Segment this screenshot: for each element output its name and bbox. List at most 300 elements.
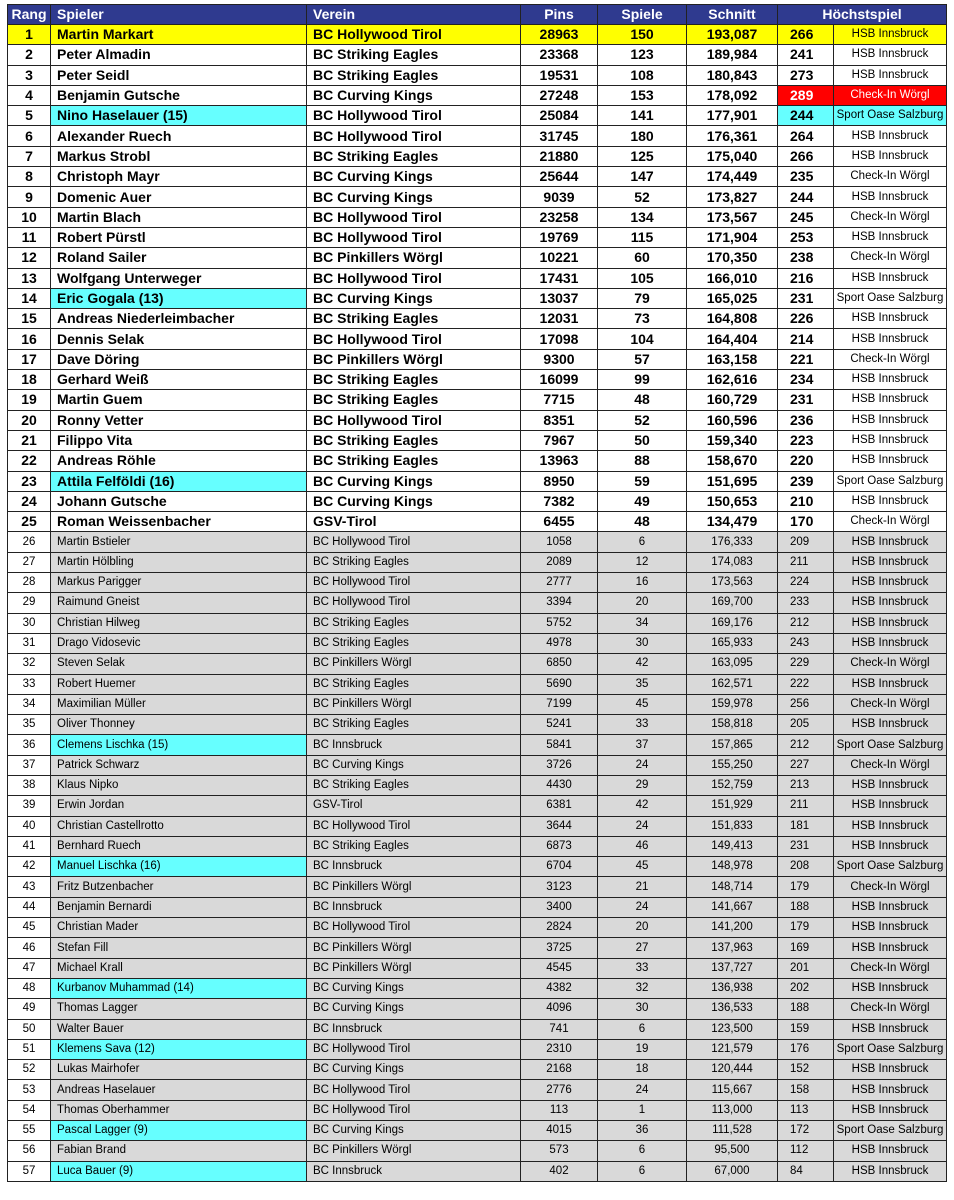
rank-cell: 36 [8, 735, 51, 755]
games-cell: 45 [598, 694, 687, 714]
table-row [8, 1141, 947, 1161]
player-name-cell: Martin Hölbling [51, 552, 307, 572]
games-cell: 46 [598, 836, 687, 856]
average-cell: 149,413 [687, 836, 778, 856]
average-cell: 148,714 [687, 877, 778, 897]
high-score-cell: 158 [778, 1080, 834, 1100]
player-name-cell: Patrick Schwarz [51, 755, 307, 775]
player-name-cell: Dennis Selak [51, 329, 307, 349]
high-score-cell: 235 [778, 167, 834, 187]
games-cell: 115 [598, 227, 687, 247]
player-name-cell: Roman Weissenbacher [51, 512, 307, 532]
games-cell: 6 [598, 1141, 687, 1161]
header-schnitt: Schnitt [687, 5, 778, 25]
venue-cell: Check-In Wörgl [834, 512, 947, 532]
average-cell: 178,092 [687, 85, 778, 105]
rank-cell: 51 [8, 1039, 51, 1059]
rank-cell: 33 [8, 674, 51, 694]
rank-cell: 46 [8, 938, 51, 958]
average-cell: 137,727 [687, 958, 778, 978]
venue-cell: HSB Innsbruck [834, 410, 947, 430]
high-score-cell: 264 [778, 126, 834, 146]
player-name-cell: Klemens Sava (12) [51, 1039, 307, 1059]
venue-cell: Check-In Wörgl [834, 248, 947, 268]
player-name-cell: Nino Haselauer (15) [51, 106, 307, 126]
high-score-cell: 211 [778, 552, 834, 572]
table-row [8, 938, 947, 958]
table-row [8, 897, 947, 917]
pins-cell: 17431 [521, 268, 598, 288]
venue-cell: Sport Oase Salzburg [834, 288, 947, 308]
player-name-cell: Christian Mader [51, 918, 307, 938]
games-cell: 141 [598, 106, 687, 126]
games-cell: 29 [598, 775, 687, 795]
pins-cell: 4430 [521, 775, 598, 795]
table-row [8, 532, 947, 552]
high-score-cell: 172 [778, 1121, 834, 1141]
high-score-cell: 239 [778, 471, 834, 491]
player-name-cell: Clemens Lischka (15) [51, 735, 307, 755]
average-cell: 123,500 [687, 1019, 778, 1039]
games-cell: 42 [598, 796, 687, 816]
venue-cell: HSB Innsbruck [834, 227, 947, 247]
table-row [8, 1161, 947, 1181]
high-score-cell: 181 [778, 816, 834, 836]
table-row [8, 836, 947, 856]
table-row [8, 45, 947, 65]
pins-cell: 7715 [521, 390, 598, 410]
header-verein: Verein [307, 5, 521, 25]
player-name-cell: Erwin Jordan [51, 796, 307, 816]
average-cell: 163,158 [687, 349, 778, 369]
club-cell: BC Striking Eagles [307, 674, 521, 694]
header-hoechstspiel: Höchstspiel [778, 5, 947, 25]
table-row [8, 85, 947, 105]
venue-cell: HSB Innsbruck [834, 715, 947, 735]
venue-cell: Sport Oase Salzburg [834, 471, 947, 491]
pins-cell: 25644 [521, 167, 598, 187]
venue-cell: HSB Innsbruck [834, 978, 947, 998]
games-cell: 32 [598, 978, 687, 998]
pins-cell: 4545 [521, 958, 598, 978]
club-cell: BC Pinkillers Wörgl [307, 248, 521, 268]
player-name-cell: Peter Almadin [51, 45, 307, 65]
high-score-cell: 112 [778, 1141, 834, 1161]
player-name-cell: Lukas Mairhofer [51, 1060, 307, 1080]
venue-cell: HSB Innsbruck [834, 1141, 947, 1161]
high-score-cell: 84 [778, 1161, 834, 1181]
average-cell: 152,759 [687, 775, 778, 795]
player-name-cell: Christian Castellrotto [51, 816, 307, 836]
rank-cell: 50 [8, 1019, 51, 1039]
player-name-cell: Fabian Brand [51, 1141, 307, 1161]
average-cell: 180,843 [687, 65, 778, 85]
high-score-cell: 236 [778, 410, 834, 430]
rank-cell: 22 [8, 451, 51, 471]
venue-cell: HSB Innsbruck [834, 816, 947, 836]
club-cell: BC Hollywood Tirol [307, 207, 521, 227]
high-score-cell: 273 [778, 65, 834, 85]
club-cell: BC Striking Eagles [307, 65, 521, 85]
average-cell: 113,000 [687, 1100, 778, 1120]
club-cell: BC Striking Eagles [307, 309, 521, 329]
pins-cell: 2776 [521, 1080, 598, 1100]
club-cell: BC Hollywood Tirol [307, 126, 521, 146]
club-cell: BC Hollywood Tirol [307, 816, 521, 836]
club-cell: BC Curving Kings [307, 491, 521, 511]
pins-cell: 12031 [521, 309, 598, 329]
player-name-cell: Steven Selak [51, 654, 307, 674]
high-score-cell: 179 [778, 877, 834, 897]
ranking-table [7, 4, 947, 1182]
venue-cell: HSB Innsbruck [834, 309, 947, 329]
average-cell: 164,404 [687, 329, 778, 349]
average-cell: 174,083 [687, 552, 778, 572]
games-cell: 24 [598, 1080, 687, 1100]
venue-cell: HSB Innsbruck [834, 187, 947, 207]
club-cell: BC Innsbruck [307, 897, 521, 917]
club-cell: BC Curving Kings [307, 288, 521, 308]
table-row [8, 715, 947, 735]
player-name-cell: Pascal Lagger (9) [51, 1121, 307, 1141]
club-cell: BC Curving Kings [307, 187, 521, 207]
high-score-cell: 216 [778, 268, 834, 288]
average-cell: 148,978 [687, 857, 778, 877]
club-cell: BC Curving Kings [307, 85, 521, 105]
games-cell: 79 [598, 288, 687, 308]
club-cell: BC Pinkillers Wörgl [307, 938, 521, 958]
venue-cell: Check-In Wörgl [834, 207, 947, 227]
table-row [8, 694, 947, 714]
player-name-cell: Michael Krall [51, 958, 307, 978]
player-name-cell: Andreas Niederleimbacher [51, 309, 307, 329]
player-name-cell: Fritz Butzenbacher [51, 877, 307, 897]
average-cell: 151,833 [687, 816, 778, 836]
rank-cell: 45 [8, 918, 51, 938]
player-name-cell: Benjamin Gutsche [51, 85, 307, 105]
average-cell: 169,700 [687, 593, 778, 613]
table-row [8, 512, 947, 532]
player-name-cell: Stefan Fill [51, 938, 307, 958]
high-score-cell: 113 [778, 1100, 834, 1120]
average-cell: 165,025 [687, 288, 778, 308]
pins-cell: 13963 [521, 451, 598, 471]
average-cell: 170,350 [687, 248, 778, 268]
table-row [8, 106, 947, 126]
venue-cell: Sport Oase Salzburg [834, 1039, 947, 1059]
average-cell: 136,533 [687, 999, 778, 1019]
table-row [8, 25, 947, 45]
average-cell: 175,040 [687, 146, 778, 166]
rank-cell: 11 [8, 227, 51, 247]
high-score-cell: 223 [778, 430, 834, 450]
table-row [8, 755, 947, 775]
club-cell: BC Striking Eagles [307, 552, 521, 572]
player-name-cell: Klaus Nipko [51, 775, 307, 795]
club-cell: BC Curving Kings [307, 1121, 521, 1141]
rank-cell: 49 [8, 999, 51, 1019]
high-score-cell: 179 [778, 918, 834, 938]
table-row [8, 1121, 947, 1141]
venue-cell: HSB Innsbruck [834, 938, 947, 958]
rank-cell: 42 [8, 857, 51, 877]
rank-cell: 35 [8, 715, 51, 735]
average-cell: 155,250 [687, 755, 778, 775]
rank-cell: 16 [8, 329, 51, 349]
pins-cell: 4978 [521, 633, 598, 653]
venue-cell: HSB Innsbruck [834, 918, 947, 938]
player-name-cell: Johann Gutsche [51, 491, 307, 511]
table-row [8, 775, 947, 795]
average-cell: 136,938 [687, 978, 778, 998]
club-cell: BC Innsbruck [307, 1161, 521, 1181]
club-cell: BC Striking Eagles [307, 715, 521, 735]
table-row [8, 999, 947, 1019]
player-name-cell: Kurbanov Muhammad (14) [51, 978, 307, 998]
player-name-cell: Robert Huemer [51, 674, 307, 694]
table-row [8, 248, 947, 268]
club-cell: BC Striking Eagles [307, 430, 521, 450]
average-cell: 150,653 [687, 491, 778, 511]
table-row [8, 451, 947, 471]
games-cell: 52 [598, 410, 687, 430]
games-cell: 60 [598, 248, 687, 268]
high-score-cell: 212 [778, 735, 834, 755]
venue-cell: HSB Innsbruck [834, 390, 947, 410]
pins-cell: 17098 [521, 329, 598, 349]
venue-cell: Sport Oase Salzburg [834, 1121, 947, 1141]
table-row [8, 65, 947, 85]
player-name-cell: Manuel Lischka (16) [51, 857, 307, 877]
games-cell: 48 [598, 390, 687, 410]
average-cell: 174,449 [687, 167, 778, 187]
high-score-cell: 233 [778, 593, 834, 613]
venue-cell: Check-In Wörgl [834, 167, 947, 187]
club-cell: BC Innsbruck [307, 735, 521, 755]
club-cell: BC Hollywood Tirol [307, 1080, 521, 1100]
venue-cell: HSB Innsbruck [834, 1100, 947, 1120]
pins-cell: 9300 [521, 349, 598, 369]
rank-cell: 13 [8, 268, 51, 288]
pins-cell: 23368 [521, 45, 598, 65]
average-cell: 169,176 [687, 613, 778, 633]
games-cell: 30 [598, 999, 687, 1019]
high-score-cell: 211 [778, 796, 834, 816]
rank-cell: 27 [8, 552, 51, 572]
high-score-cell: 226 [778, 309, 834, 329]
rank-cell: 25 [8, 512, 51, 532]
average-cell: 166,010 [687, 268, 778, 288]
high-score-cell: 208 [778, 857, 834, 877]
pins-cell: 6704 [521, 857, 598, 877]
high-score-cell: 205 [778, 715, 834, 735]
games-cell: 57 [598, 349, 687, 369]
club-cell: BC Striking Eagles [307, 775, 521, 795]
club-cell: BC Hollywood Tirol [307, 593, 521, 613]
venue-cell: HSB Innsbruck [834, 430, 947, 450]
games-cell: 37 [598, 735, 687, 755]
rank-cell: 57 [8, 1161, 51, 1181]
pins-cell: 7382 [521, 491, 598, 511]
rank-cell: 53 [8, 1080, 51, 1100]
rank-cell: 47 [8, 958, 51, 978]
table-row [8, 491, 947, 511]
pins-cell: 6455 [521, 512, 598, 532]
high-score-cell: 289 [778, 85, 834, 105]
club-cell: BC Pinkillers Wörgl [307, 654, 521, 674]
average-cell: 157,865 [687, 735, 778, 755]
club-cell: BC Curving Kings [307, 978, 521, 998]
venue-cell: Check-In Wörgl [834, 755, 947, 775]
venue-cell: HSB Innsbruck [834, 65, 947, 85]
venue-cell: Check-In Wörgl [834, 958, 947, 978]
rank-cell: 14 [8, 288, 51, 308]
high-score-cell: 244 [778, 106, 834, 126]
venue-cell: HSB Innsbruck [834, 126, 947, 146]
player-name-cell: Bernhard Ruech [51, 836, 307, 856]
rank-cell: 9 [8, 187, 51, 207]
pins-cell: 9039 [521, 187, 598, 207]
club-cell: BC Curving Kings [307, 1060, 521, 1080]
average-cell: 67,000 [687, 1161, 778, 1181]
table-row [8, 309, 947, 329]
table-row [8, 1019, 947, 1039]
games-cell: 108 [598, 65, 687, 85]
table-row [8, 816, 947, 836]
header-spieler: Spieler [51, 5, 307, 25]
games-cell: 42 [598, 654, 687, 674]
table-row [8, 1080, 947, 1100]
player-name-cell: Christoph Mayr [51, 167, 307, 187]
club-cell: BC Striking Eagles [307, 451, 521, 471]
venue-cell: Check-In Wörgl [834, 349, 947, 369]
average-cell: 95,500 [687, 1141, 778, 1161]
rank-cell: 29 [8, 593, 51, 613]
games-cell: 18 [598, 1060, 687, 1080]
player-name-cell: Thomas Lagger [51, 999, 307, 1019]
club-cell: BC Striking Eagles [307, 633, 521, 653]
player-name-cell: Thomas Oberhammer [51, 1100, 307, 1120]
club-cell: BC Curving Kings [307, 471, 521, 491]
average-cell: 137,963 [687, 938, 778, 958]
venue-cell: HSB Innsbruck [834, 1161, 947, 1181]
rank-cell: 20 [8, 410, 51, 430]
rank-cell: 4 [8, 85, 51, 105]
table-row [8, 674, 947, 694]
venue-cell: HSB Innsbruck [834, 593, 947, 613]
table-row [8, 410, 947, 430]
table-row [8, 227, 947, 247]
table-row [8, 1100, 947, 1120]
header-rang: Rang [8, 5, 51, 25]
club-cell: BC Hollywood Tirol [307, 106, 521, 126]
rank-cell: 48 [8, 978, 51, 998]
games-cell: 153 [598, 85, 687, 105]
games-cell: 99 [598, 370, 687, 390]
high-score-cell: 231 [778, 288, 834, 308]
player-name-cell: Gerhard Weiß [51, 370, 307, 390]
games-cell: 16 [598, 573, 687, 593]
rank-cell: 26 [8, 532, 51, 552]
venue-cell: HSB Innsbruck [834, 1080, 947, 1100]
pins-cell: 3394 [521, 593, 598, 613]
club-cell: GSV-Tirol [307, 796, 521, 816]
pins-cell: 3123 [521, 877, 598, 897]
high-score-cell: 170 [778, 512, 834, 532]
pins-cell: 25084 [521, 106, 598, 126]
high-score-cell: 159 [778, 1019, 834, 1039]
venue-cell: Sport Oase Salzburg [834, 857, 947, 877]
table-row [8, 288, 947, 308]
rank-cell: 2 [8, 45, 51, 65]
rank-cell: 15 [8, 309, 51, 329]
club-cell: BC Hollywood Tirol [307, 1100, 521, 1120]
player-name-cell: Dave Döring [51, 349, 307, 369]
average-cell: 158,818 [687, 715, 778, 735]
games-cell: 45 [598, 857, 687, 877]
games-cell: 52 [598, 187, 687, 207]
high-score-cell: 241 [778, 45, 834, 65]
average-cell: 164,808 [687, 309, 778, 329]
rank-cell: 8 [8, 167, 51, 187]
table-row [8, 958, 947, 978]
games-cell: 73 [598, 309, 687, 329]
average-cell: 134,479 [687, 512, 778, 532]
high-score-cell: 231 [778, 390, 834, 410]
club-cell: BC Hollywood Tirol [307, 532, 521, 552]
games-cell: 36 [598, 1121, 687, 1141]
table-row [8, 857, 947, 877]
high-score-cell: 221 [778, 349, 834, 369]
venue-cell: HSB Innsbruck [834, 146, 947, 166]
high-score-cell: 231 [778, 836, 834, 856]
pins-cell: 13037 [521, 288, 598, 308]
table-row [8, 390, 947, 410]
pins-cell: 5241 [521, 715, 598, 735]
player-name-cell: Domenic Auer [51, 187, 307, 207]
games-cell: 1 [598, 1100, 687, 1120]
rank-cell: 55 [8, 1121, 51, 1141]
table-row [8, 796, 947, 816]
high-score-cell: 188 [778, 999, 834, 1019]
venue-cell: Check-In Wörgl [834, 877, 947, 897]
table-row [8, 654, 947, 674]
club-cell: BC Hollywood Tirol [307, 268, 521, 288]
pins-cell: 2824 [521, 918, 598, 938]
pins-cell: 31745 [521, 126, 598, 146]
high-score-cell: 243 [778, 633, 834, 653]
high-score-cell: 244 [778, 187, 834, 207]
club-cell: BC Hollywood Tirol [307, 1039, 521, 1059]
venue-cell: HSB Innsbruck [834, 25, 947, 45]
high-score-cell: 253 [778, 227, 834, 247]
venue-cell: Check-In Wörgl [834, 694, 947, 714]
average-cell: 141,200 [687, 918, 778, 938]
table-row [8, 1039, 947, 1059]
player-name-cell: Walter Bauer [51, 1019, 307, 1039]
venue-cell: HSB Innsbruck [834, 491, 947, 511]
games-cell: 33 [598, 715, 687, 735]
high-score-cell: 222 [778, 674, 834, 694]
average-cell: 160,729 [687, 390, 778, 410]
table-row [8, 613, 947, 633]
high-score-cell: 245 [778, 207, 834, 227]
high-score-cell: 209 [778, 532, 834, 552]
player-name-cell: Martin Guem [51, 390, 307, 410]
average-cell: 189,984 [687, 45, 778, 65]
table-row [8, 735, 947, 755]
venue-cell: HSB Innsbruck [834, 775, 947, 795]
